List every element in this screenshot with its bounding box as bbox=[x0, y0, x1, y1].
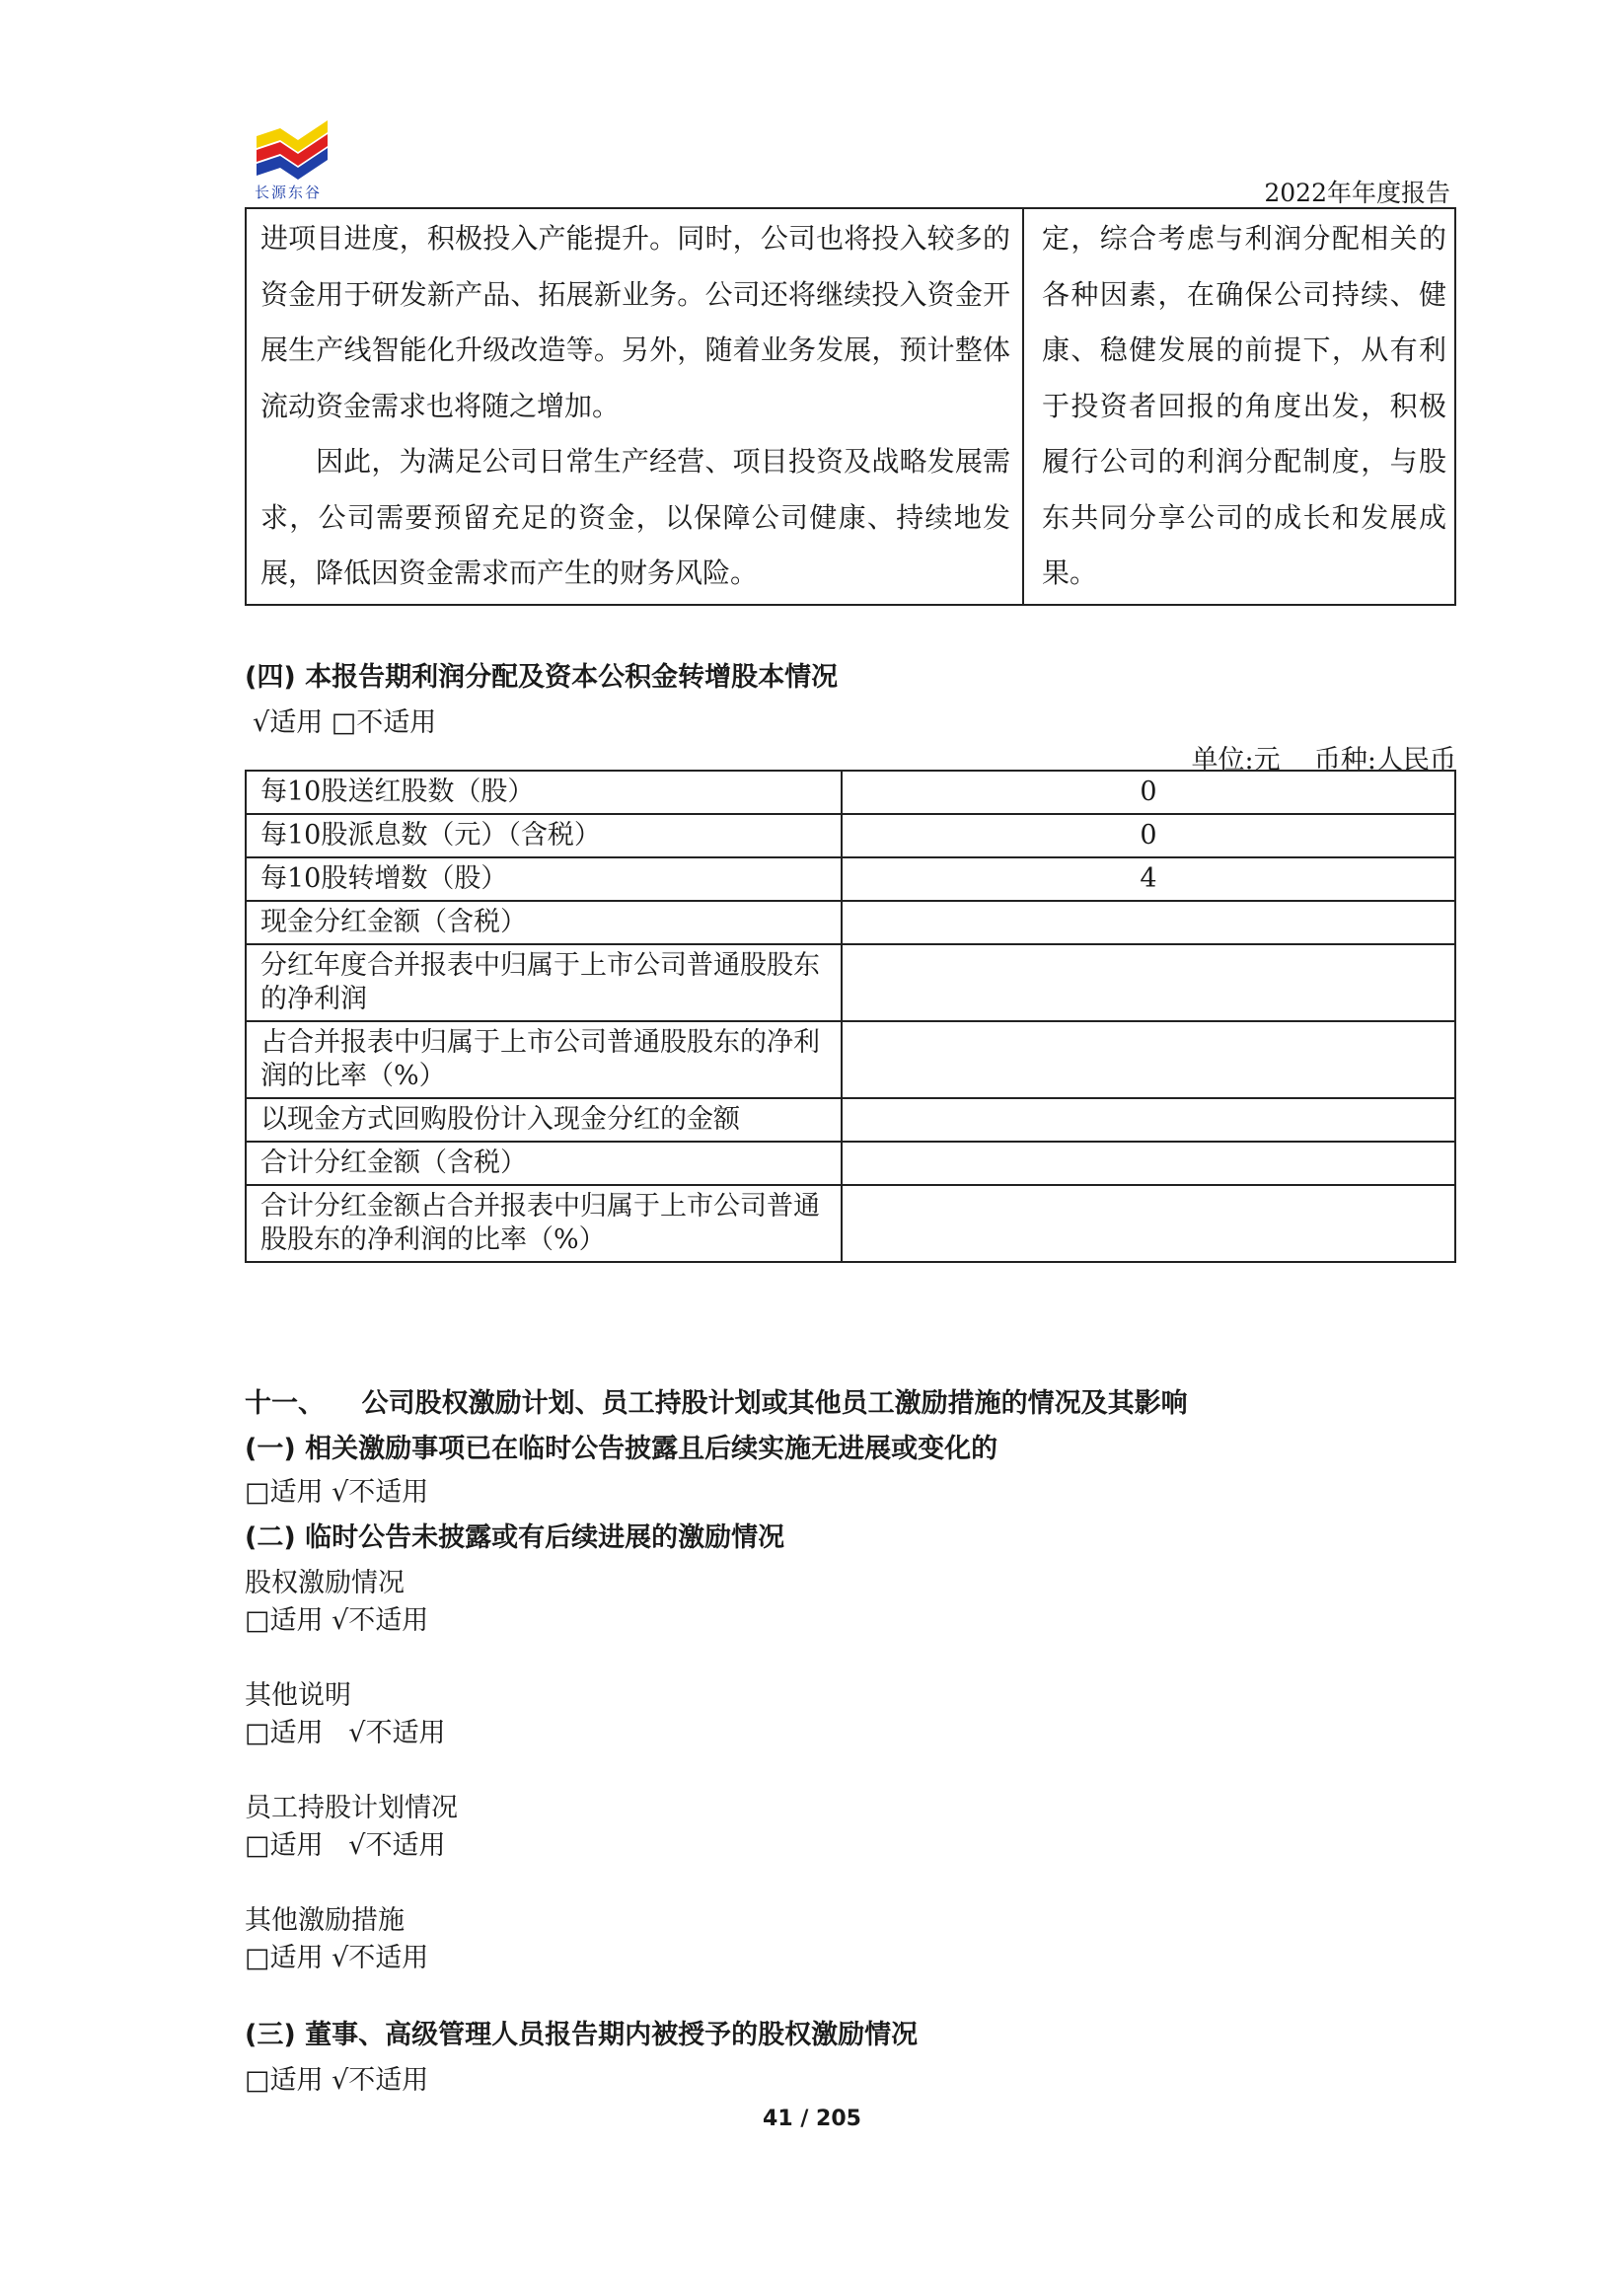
section-11-heading: 十一、 公司股权激励计划、员工持股计划或其他员工激励措施的情况及其影响 bbox=[245, 1388, 1188, 1419]
row-label: 现金分红金额（含税） bbox=[246, 901, 842, 944]
row-value bbox=[842, 901, 1455, 944]
page-number: 41 / 205 bbox=[763, 2107, 861, 2131]
logo-text: 长源东谷 bbox=[255, 184, 323, 201]
row-value bbox=[842, 1142, 1455, 1185]
table-row bbox=[246, 901, 1455, 944]
table-row bbox=[246, 814, 1455, 857]
table-row bbox=[246, 1021, 1455, 1098]
plan-column bbox=[1042, 211, 1446, 602]
other-incentive-applicability: □适用 √不适用 bbox=[245, 1943, 429, 1973]
row-value bbox=[842, 1185, 1455, 1262]
equity-incentive-applicability: □适用 √不适用 bbox=[245, 1605, 429, 1636]
row-value bbox=[842, 1098, 1455, 1142]
other-notes-applicability: □适用 √不适用 bbox=[245, 1718, 446, 1748]
reason-paragraph-2: 因此，为满足公司日常生产经营、项目投资及战略发展需求，公司需要预留充足的资金，以保障公司健康、持续地发展，降低因资金需求而产生的财务风险。 bbox=[260, 445, 1010, 589]
equity-incentive-label: 股权激励情况 bbox=[245, 1568, 405, 1598]
table-row bbox=[246, 1098, 1455, 1142]
company-logo bbox=[253, 116, 341, 205]
profit-distribution-table bbox=[245, 770, 1456, 1263]
esop-applicability: □适用 √不适用 bbox=[245, 1830, 446, 1861]
row-label: 分红年度合并报表中归属于上市公司普通股股东的净利润 bbox=[246, 944, 842, 1021]
table-row bbox=[246, 771, 1455, 814]
report-title: 2022年年度报告 bbox=[1264, 179, 1450, 207]
unit-currency-line: 单位:元 币种:人民币 bbox=[1191, 745, 1456, 776]
row-value bbox=[842, 1021, 1455, 1098]
row-label: 占合并报表中归属于上市公司普通股股东的净利润的比率（%） bbox=[246, 1021, 842, 1098]
previous-section-box bbox=[245, 209, 1456, 606]
reason-paragraph-1: 进项目进度，积极投入产能提升。同时，公司也将投入较多的资金用于研发新产品、拓展新业务。公司还将继续投入资金开展生产线智能化升级改造等。另外，随着业务发展，预计整体流动资金需求也将随之增加。 bbox=[260, 222, 1010, 422]
esop-label: 员工持股计划情况 bbox=[245, 1793, 458, 1823]
row-label: 以现金方式回购股份计入现金分红的金额 bbox=[246, 1098, 842, 1142]
section-4-applicability: √适用 □不适用 bbox=[253, 707, 437, 738]
row-label: 合计分红金额占合并报表中归属于上市公司普通股股东的净利润的比率（%） bbox=[246, 1185, 842, 1262]
row-value bbox=[842, 944, 1455, 1021]
row-value: 0 bbox=[842, 814, 1455, 857]
table-row bbox=[246, 1142, 1455, 1185]
row-label: 每10股送红股数（股） bbox=[246, 771, 842, 814]
reason-column bbox=[260, 211, 1010, 602]
table-row bbox=[246, 1185, 1455, 1262]
subsection-3-applicability: □适用 √不适用 bbox=[245, 2065, 429, 2096]
table-row bbox=[246, 857, 1455, 901]
plan-paragraph: 定，综合考虑与利润分配相关的各种因素，在确保公司持续、健康、稳健发展的前提下，从有利于投资者回报的角度出发，积极履行公司的利润分配制度，与股东共同分享公司的成长和发展成果。 bbox=[1042, 222, 1446, 589]
row-value: 0 bbox=[842, 771, 1455, 814]
other-notes-label: 其他说明 bbox=[245, 1680, 351, 1711]
subsection-2-heading: (二) 临时公告未披露或有后续进展的激励情况 bbox=[245, 1522, 785, 1553]
subsection-3-heading: (三) 董事、高级管理人员报告期内被授予的股权激励情况 bbox=[245, 2020, 919, 2050]
row-label: 每10股派息数（元）（含税） bbox=[246, 814, 842, 857]
row-value: 4 bbox=[842, 857, 1455, 901]
subsection-1-applicability: □适用 √不适用 bbox=[245, 1477, 429, 1508]
row-label: 合计分红金额（含税） bbox=[246, 1142, 842, 1185]
table-row bbox=[246, 944, 1455, 1021]
subsection-1-heading: (一) 相关激励事项已在临时公告披露且后续实施无进展或变化的 bbox=[245, 1434, 998, 1464]
other-incentive-label: 其他激励措施 bbox=[245, 1905, 405, 1936]
column-divider bbox=[1022, 209, 1024, 604]
section-4-heading: (四) 本报告期利润分配及资本公积金转增股本情况 bbox=[245, 662, 839, 693]
row-label: 每10股转增数（股） bbox=[246, 857, 842, 901]
